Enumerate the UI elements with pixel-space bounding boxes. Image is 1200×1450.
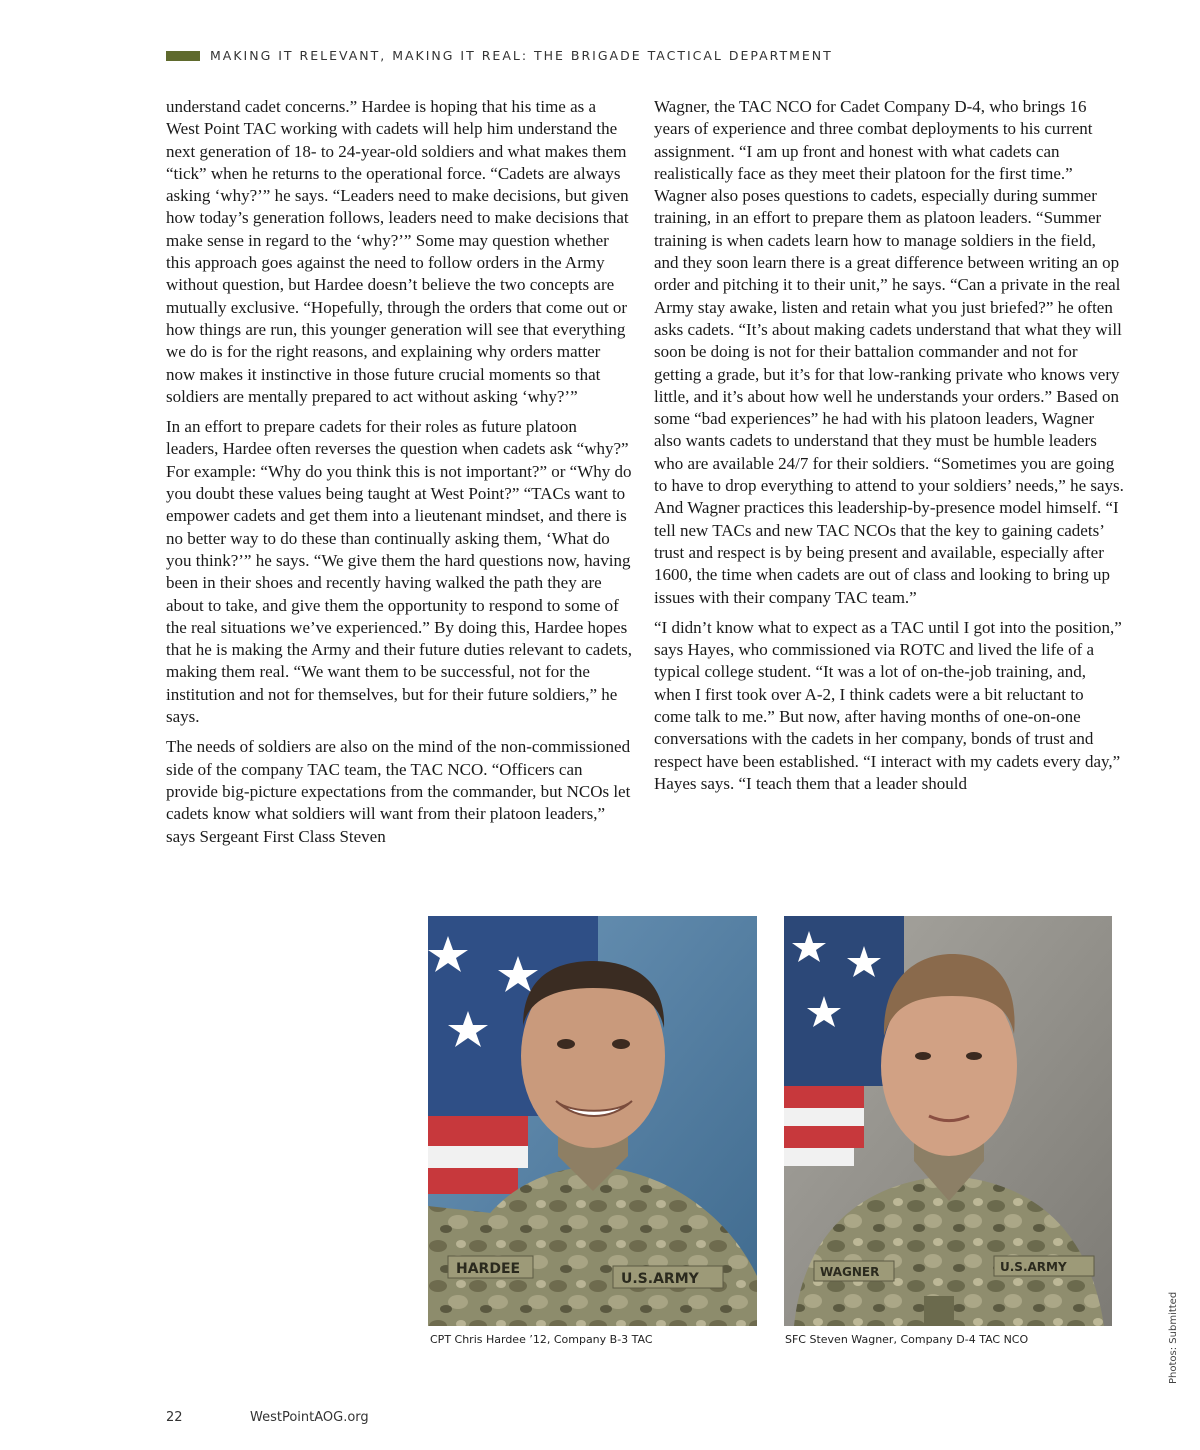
rank-insignia [924, 1296, 954, 1326]
running-head [166, 48, 833, 63]
name-tape-hardee: HARDEE [456, 1261, 521, 1277]
accent-bar [166, 51, 200, 61]
running-title: MAKING IT RELEVANT, MAKING IT REAL: THE BRIGADE TACTICAL DEPARTMENT [210, 48, 833, 63]
paragraph: understand cadet concerns.” Hardee is hoping that his time as a West Point TAC working with cadets will help him understand the next generation of 18- to 24-year-old soldiers and what makes them “tick” when he returns to the operational force. “Cadets are always asking ‘why?’” he says. “Leaders need to make decisions, but given how today’s generation follows, leaders need to make decisions that make sense in regard to the ‘why?’” Some may question whether this approach goes against the need to follow orders in the Army without question, but Hardee doesn’t believe the two concepts are mutually exclusive. “Hopefully, through the orders that come out or how things are run, this younger generation will see that everything we do is for the right reasons, and explaining why orders matter now makes it instinctive in those future crucial moments so that soldiers are mentally prepared to act without asking ‘why?’” [166, 97, 629, 406]
page-number: 22 [166, 1410, 183, 1425]
article-column-right [654, 96, 1124, 803]
paragraph: In an effort to prepare cadets for their roles as future platoon leaders, Hardee often reverses the question when cadets ask “why?” For example: “Why do you think this is not important?” or “Why do you doubt these values being taught at West Point?” “TACs want to empower cadets and get them into a lieutenant mindset, and there is no better way to do these than continually asking them, ‘What do you think?’” he says. “We give them the hard questions now, having been in their shoes and recently having walked the path they are about to take, and give them the opportunity to respond to some of the real situations we’ve experienced.” By doing this, Hardee hopes that he is making the Army and their future duties relevant to cadets, making them real. “We want them to be successful, not for the institution and not for themselves, but for their future soldiers,” he says. [166, 417, 632, 727]
site-name: WestPointAOG.org [250, 1410, 369, 1425]
photo-caption-hardee: CPT Chris Hardee ’12, Company B-3 TAC [430, 1333, 653, 1346]
article-column-left [166, 96, 632, 856]
paragraph: Wagner, the TAC NCO for Cadet Company D-4, who brings 16 years of experience and three combat deployments to his current assignment. “I am up front and honest with what cadets can realistically face as they meet their platoon for the first time.” Wagner also poses questions to cadets, especially during summer training, in an effort to prepare them as platoon leaders. “Summer training is when cadets learn how to manage soldiers in the field, and they soon learn there is a great difference between writing an op order and pitching it to their unit,” he says. “Can a private in the real Army stay awake, listen and retain what you just briefed?” he often asks cadets. “It’s about making cadets understand that what they will soon be doing is not for their battalion commander and not for getting a grade, but it’s for that low-ranking private who knows very little, and it’s about how well he understands your orders.” Based on some “bad experiences” he had with his platoon leaders, Wagner also wants cadets to understand that they must be humble leaders who are available 24/7 for their soldiers. “Sometimes you are going to have to drop everything to attend to your soldiers’ needs,” he says. And Wagner practices this leadership-by-presence model himself. “I tell new TACs and new TAC NCOs that the key to gaining cadets’ trust and respect is by being present and available, especially after 1600, the time when cadets are out of class and looking to bring up issues with their company TAC team.” [654, 97, 1124, 607]
portrait-photo-hardee [428, 916, 757, 1326]
portrait-photo-wagner [784, 916, 1112, 1326]
paragraph: The needs of soldiers are also on the mind of the non-commissioned side of the company TAC team, the TAC NCO. “Officers can provide big-picture expectations from the commander, but NCOs let cadets know what soldiers will want from their platoon leaders,” says Sergeant First Class Steven [166, 737, 631, 846]
paragraph: “I didn’t know what to expect as a TAC until I got into the position,” says Hayes, who commissioned via ROTC and lived the life of a typical college student. “It was a lot of on-the-job training, and, when I first took over A-2, I think cadets were a bit reluctant to come talk to me.” But now, after having months of one-on-one conversations with the cadets in her company, bonds of trust and respect have been established. “I interact with my cadets every day,” Hayes says. “I teach them that a leader should [654, 617, 1122, 793]
branch-tape-hardee: U.S.ARMY [621, 1271, 699, 1287]
branch-tape-wagner: U.S.ARMY [1000, 1260, 1067, 1274]
photo-credit: Photos: Submitted [1168, 1291, 1179, 1384]
name-tape-wagner: WAGNER [820, 1265, 880, 1279]
photo-caption-wagner: SFC Steven Wagner, Company D-4 TAC NCO [785, 1333, 1029, 1346]
